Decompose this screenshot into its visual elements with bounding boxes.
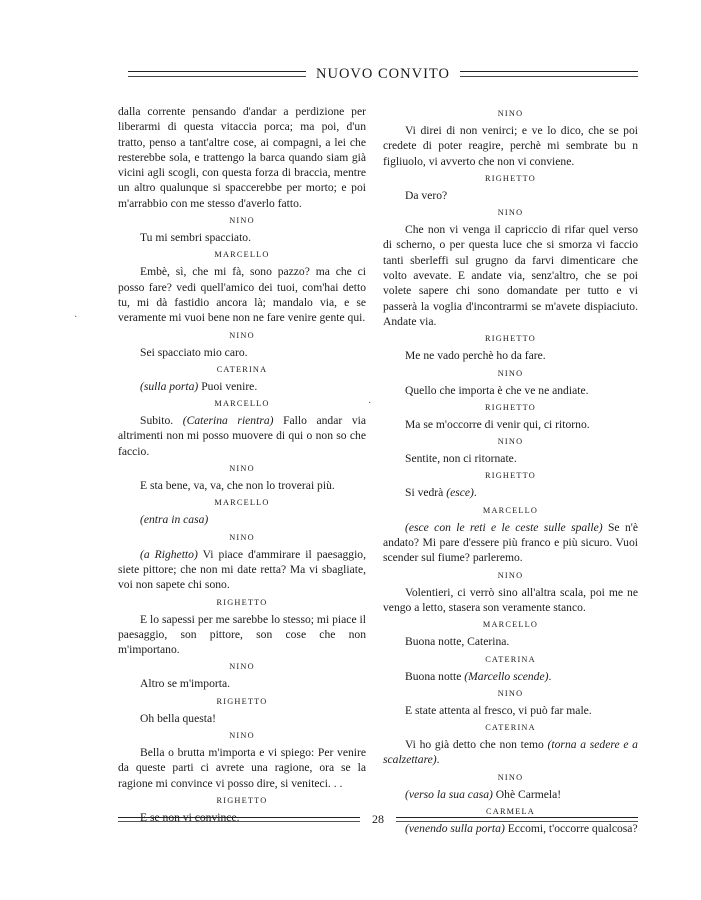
dialogue-text: Bella o brutta m'importa e vi spiego: Per venire da queste parti ci avrete una ragione, ora se la ragione mi convince vi posso dire, si veniteci. . . bbox=[118, 746, 366, 790]
dialogue-line bbox=[383, 451, 638, 466]
dialogue-text: Altro se m'importa. bbox=[140, 677, 230, 691]
dialogue-line bbox=[383, 737, 638, 768]
dialogue-line bbox=[118, 230, 366, 245]
dialogue-text: Eccomi, t'occorre qualcosa? bbox=[504, 822, 638, 836]
dialogue-text: Sei spacciato mio caro. bbox=[140, 345, 248, 359]
dialogue-text: Se n'è andato? Mi pare d'essere più franco e più sicuro. Vuoi scender sul fiume? parleremo. bbox=[383, 520, 638, 565]
dialogue-line bbox=[383, 634, 638, 649]
speaker-name: NINO bbox=[497, 368, 524, 378]
dialogue-text: Ma se m'occorre di venir qui, ci ritorno. bbox=[405, 417, 590, 431]
dialogue-line bbox=[383, 585, 638, 616]
dialogue-text: Buona notte, Caterina. bbox=[405, 635, 510, 649]
dialogue-text: Quello che importa è che ve ne andiate. bbox=[405, 383, 589, 397]
margin-dot: · bbox=[368, 398, 372, 409]
dialogue-line bbox=[383, 669, 638, 684]
dialogue-text: E lo sapessi per me sarebbe lo stesso; mi piace il paesaggio, son pittore, son cose che non m'importano. bbox=[118, 612, 366, 657]
footer-rule-left bbox=[118, 817, 360, 822]
speaker-name: NINO bbox=[229, 662, 255, 672]
speaker-name: NINO bbox=[497, 772, 524, 782]
speaker-name: RIGHETTO bbox=[485, 173, 536, 183]
stage-direction: (a Righetto) bbox=[140, 547, 198, 561]
speaker-name: NINO bbox=[229, 532, 255, 542]
dialogue-text: Subito. bbox=[140, 414, 183, 428]
dialogue-text: Puoi venire. bbox=[198, 379, 258, 393]
speaker-name: CARMELA bbox=[486, 807, 535, 817]
speaker-name: RIGHETTO bbox=[216, 597, 268, 607]
dialogue-line bbox=[118, 478, 366, 493]
dialogue-text: Da vero? bbox=[405, 188, 448, 202]
dialogue-text: Embè, sì, che mi fà, sono pazzo? ma che ci posso fare? vedi quell'amico dei tuoi, com'hai detto tu, mi dà fastidio ancora là; mandalo via, e se veramente mi vuoi bene non ne fare venire gente qui. bbox=[118, 265, 366, 325]
speaker-name: RIGHETTO bbox=[216, 696, 268, 706]
stage-direction: (entra in casa) bbox=[140, 513, 209, 527]
speaker-name: MARCELLO bbox=[482, 620, 539, 630]
stage-direction: (esce con le reti e le ceste sulle spalle) bbox=[405, 520, 603, 534]
speaker-name: RIGHETTO bbox=[485, 334, 536, 344]
dialogue-text: dalla corrente pensando d'andar a perdizione per liberarmi di questa vitaccia porca; ma poi, d'un tratto, penso a tant'altre cose, ai compagni, a lei che resterebbe sola, e trattengo la barca quando siam già vicini agli scogli, con questa forza di braccia, mentre un altro qualunque si spaccerebbe per morto; e poi m'arrabbio con me stesso d'averlo fatto. bbox=[118, 105, 366, 210]
dialogue-line bbox=[383, 520, 638, 566]
footer-rule-right bbox=[396, 817, 638, 822]
speaker-name: MARCELLO bbox=[214, 498, 270, 508]
dialogue-text: . bbox=[548, 669, 552, 683]
speaker-name: NINO bbox=[229, 216, 255, 226]
dialogue-text: E sta bene, va, va, che non lo troverai più. bbox=[140, 479, 335, 493]
dialogue-text: Tu mi sembri spacciato. bbox=[140, 231, 251, 245]
dialogue-text: Sentite, non ci ritornate. bbox=[405, 452, 517, 466]
speaker-name: NINO bbox=[497, 688, 524, 698]
speaker-name: NINO bbox=[497, 570, 524, 580]
header-rule-left bbox=[128, 71, 306, 77]
dialogue-line bbox=[118, 413, 366, 459]
dialogue-text: Vi piace d'ammirare il paesaggio, siete pittore; che non mi date retta? Ma vi sbagliate, voi non sapete chi sono. bbox=[118, 547, 366, 592]
dialogue-line bbox=[383, 417, 638, 432]
speaker-name: MARCELLO bbox=[214, 399, 270, 409]
dialogue-text: Si vedrà bbox=[405, 486, 447, 500]
stage-direction: (Caterina rientra) bbox=[182, 414, 274, 428]
speaker-name: MARCELLO bbox=[482, 505, 539, 515]
dialogue-line bbox=[118, 264, 366, 325]
dialogue-line bbox=[383, 485, 638, 500]
header-rule-right bbox=[460, 71, 638, 77]
dialogue-text: Oh bella questa! bbox=[140, 711, 216, 725]
speaker-name: RIGHETTO bbox=[216, 795, 268, 805]
page-number: 28 bbox=[372, 811, 384, 826]
dialogue-text: Me ne vado perchè ho da fare. bbox=[405, 349, 546, 363]
speaker-name: NINO bbox=[497, 109, 524, 118]
dialogue-text: Fallo andar via altrimenti non mi posso muovere di qui o non so che faccio. bbox=[118, 414, 366, 458]
dialogue-line bbox=[118, 345, 366, 360]
dialogue-line bbox=[383, 703, 638, 718]
dialogue-line bbox=[383, 383, 638, 398]
dialogue-line bbox=[383, 222, 638, 329]
stage-direction: (sulla porta) bbox=[140, 379, 199, 393]
speaker-name: CATERINA bbox=[485, 723, 536, 733]
dialogue-text: Che non vi venga il capriccio di rifar quel verso di scherno, o per questa luce che si smorza vi faccio tanti sberleffi sul grugno da farvi dimenticare che volto avevate. E andate via, senz'altro, che se poi volete sapere chi sono domandate per tutto e vi passerà la voglia d'incontrarmi se m'avete dispiaciuto. Andate via. bbox=[383, 223, 638, 328]
dialogue-line bbox=[118, 711, 366, 726]
dialogue-line bbox=[383, 787, 638, 802]
stage-direction: (verso la sua casa) bbox=[405, 787, 493, 801]
margin-dot: · bbox=[74, 312, 78, 323]
dialogue-line bbox=[118, 379, 366, 394]
dialogue-text: E state attenta al fresco, vi può far male. bbox=[405, 703, 592, 717]
dialogue-text: . bbox=[473, 486, 477, 500]
dialogue-line bbox=[118, 512, 366, 527]
speaker-name: NINO bbox=[497, 208, 524, 218]
stage-direction: (torna a sedere e a scalzettare) bbox=[383, 738, 638, 767]
journal-title: NUOVO CONVITO bbox=[316, 65, 450, 82]
dialogue-text: Buona notte bbox=[405, 669, 465, 683]
speaker-name: RIGHETTO bbox=[485, 471, 536, 481]
dialogue-line bbox=[383, 348, 638, 363]
running-header bbox=[128, 62, 638, 86]
dialogue-line bbox=[118, 547, 366, 593]
right-column bbox=[383, 104, 638, 839]
dialogue-line bbox=[118, 745, 366, 791]
dialogue-line bbox=[383, 188, 638, 203]
dialogue-text: Ohè Carmela! bbox=[492, 787, 562, 801]
page-footer bbox=[118, 808, 638, 830]
dialogue-text: . bbox=[436, 753, 440, 767]
dialogue-text: Volentieri, ci verrò sino all'altra scala, poi me ne vengo a letto, stasera son veramente stanco. bbox=[383, 585, 638, 614]
dialogue-line bbox=[118, 676, 366, 691]
stage-direction: (esce) bbox=[446, 486, 474, 500]
dialogue-text: E se non vi convince. bbox=[140, 810, 240, 824]
speaker-name: MARCELLO bbox=[214, 250, 270, 260]
speaker-name: NINO bbox=[497, 437, 524, 447]
dialogue-line bbox=[118, 612, 366, 658]
speaker-name: NINO bbox=[229, 464, 255, 474]
dialogue-line bbox=[118, 104, 366, 211]
stage-direction: (Marcello scende) bbox=[464, 669, 549, 683]
dialogue-text: Vi ho già detto che non temo bbox=[405, 738, 548, 752]
stage-direction: (venendo sulla porta) bbox=[405, 822, 505, 836]
left-column bbox=[118, 104, 366, 828]
speaker-name: CATERINA bbox=[216, 364, 268, 374]
speaker-name: NINO bbox=[229, 731, 255, 741]
speaker-name: RIGHETTO bbox=[485, 402, 536, 412]
dialogue-line bbox=[383, 123, 638, 169]
speaker-name: CATERINA bbox=[485, 654, 536, 664]
speaker-name: NINO bbox=[229, 330, 255, 340]
dialogue-text: Vi direi di non venirci; e ve lo dico, che se poi credete di poter reagire, perchè mi sembrate bu n figliuolo, vi avverto che non vi conviene. bbox=[383, 124, 638, 168]
